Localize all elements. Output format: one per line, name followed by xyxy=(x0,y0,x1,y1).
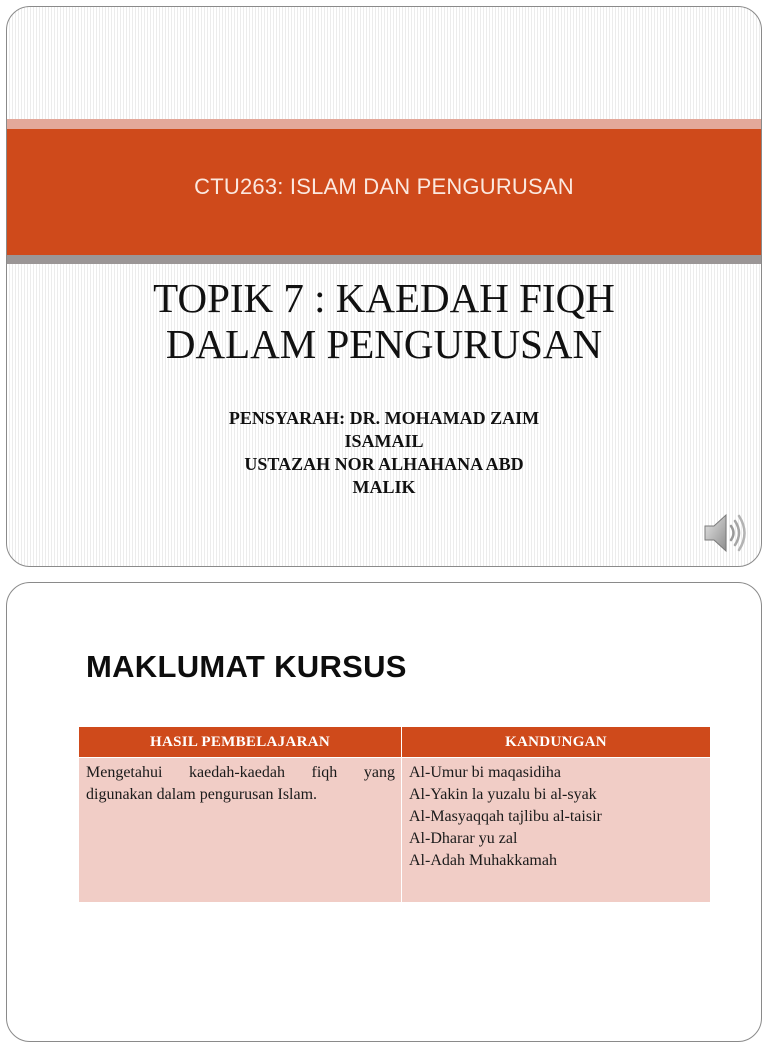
topic-title-line-1: TOPIK 7 : KAEDAH FIQH xyxy=(153,275,615,321)
presenter-block xyxy=(157,407,611,499)
banner-divider xyxy=(7,255,761,264)
presenter-line-1: PENSYARAH: DR. MOHAMAD ZAIM xyxy=(228,408,540,428)
presenter-line-2: ISAMAIL xyxy=(344,431,424,451)
list-item: Al-Umur bi maqasidiha xyxy=(409,764,561,781)
course-info-table xyxy=(78,726,711,903)
contents-cell xyxy=(402,758,711,903)
topic-title xyxy=(47,275,721,367)
presenter-line-4: MALIK xyxy=(352,477,416,497)
header-accent-line xyxy=(7,119,761,129)
topic-title-line-2: DALAM PENGURUSAN xyxy=(165,321,603,367)
list-item: Al-Yakin la yuzalu bi al-syak xyxy=(409,786,597,803)
presenter-line-3: USTAZAH NOR ALHAHANA ABD xyxy=(244,454,524,474)
table-row xyxy=(79,758,711,903)
header-contents: KANDUNGAN xyxy=(402,727,711,758)
learning-outcome-cell: Mengetahui kaedah-kaedah fiqh yang digunakan dalam pengurusan Islam. xyxy=(79,758,402,903)
list-item: Al-Masyaqqah tajlibu al-taisir xyxy=(409,808,602,825)
list-item: Al-Adah Muhakkamah xyxy=(409,852,557,869)
course-code-title: CTU263: ISLAM DAN PENGURUSAN xyxy=(194,174,574,199)
course-info-slide xyxy=(6,582,762,1042)
speaker-icon[interactable] xyxy=(697,505,753,561)
course-banner xyxy=(7,129,761,255)
contents-list xyxy=(409,762,704,872)
list-item: Al-Dharar yu zal xyxy=(409,830,518,847)
table-header-row xyxy=(79,727,711,758)
title-slide xyxy=(6,6,762,567)
section-heading: MAKLUMAT KURSUS xyxy=(86,649,407,684)
header-learning-outcome: HASIL PEMBELAJARAN xyxy=(79,727,402,758)
